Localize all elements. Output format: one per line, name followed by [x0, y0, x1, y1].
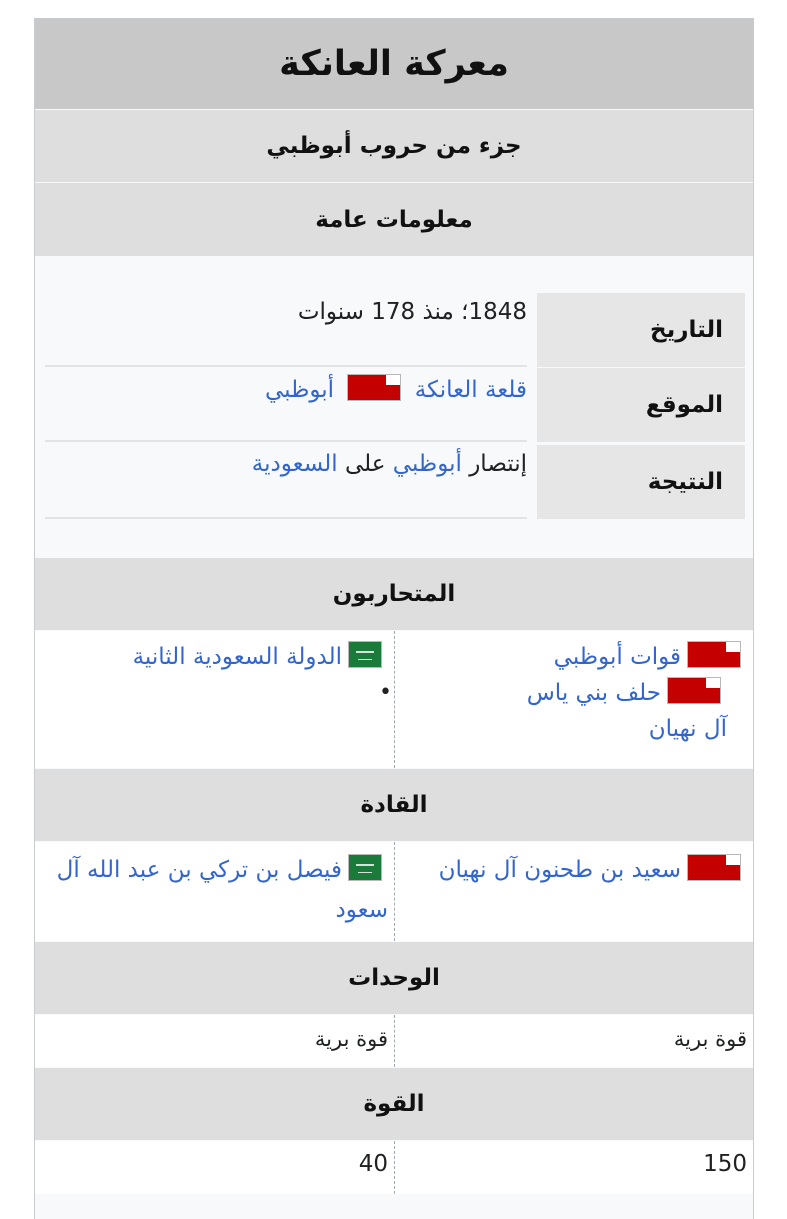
abu-dhabi-flag-icon [347, 374, 401, 401]
side1-sub2-link[interactable]: آل نهيان [648, 716, 727, 742]
result-winner-link[interactable]: أبوظبي [392, 451, 462, 477]
location-link[interactable]: قلعة العانكة [414, 377, 527, 403]
commander1-link[interactable]: سعيد بن طحنون آل نهيان [438, 857, 681, 883]
general-info-section [35, 256, 753, 557]
location-country-link[interactable]: أبوظبي [264, 377, 335, 403]
part-of-header: جزء من حروب أبوظبي [35, 109, 753, 182]
result-middle: على [337, 451, 393, 477]
saudi-flag-icon [348, 641, 382, 668]
result-prefix: إنتصار [461, 451, 527, 477]
commanders-row [35, 841, 753, 941]
abu-dhabi-flag-icon [687, 854, 741, 881]
side1-sub-link[interactable]: حلف بني ياس [526, 680, 661, 706]
abu-dhabi-flag-icon [667, 677, 721, 704]
result-loser-link[interactable]: السعودية [251, 451, 338, 477]
result-row [45, 445, 745, 519]
location-row [45, 368, 745, 442]
side1-main-link[interactable]: قوات أبوظبي [553, 644, 681, 670]
location-value [45, 368, 527, 442]
result-label: النتيجة [537, 445, 745, 519]
units-header: الوحدات [35, 941, 753, 1014]
side2-main-link[interactable]: الدولة السعودية الثانية [132, 644, 342, 670]
belligerents-side2 [35, 631, 394, 768]
abu-dhabi-flag-icon [687, 641, 741, 668]
date-value: 1848؛ منذ 178 سنوات [45, 293, 527, 367]
result-value [45, 445, 527, 519]
belligerents-row [35, 630, 753, 768]
commanders-side1 [394, 842, 753, 941]
date-row [45, 293, 745, 367]
general-info-header: معلومات عامة [35, 182, 753, 256]
date-label: التاريخ [537, 293, 745, 367]
strength-side1: 150 [394, 1141, 753, 1194]
commanders-header: القادة [35, 768, 753, 841]
belligerents-header: المتحاربون [35, 557, 753, 630]
infobox-title: معركة العانكة [35, 19, 753, 109]
commanders-side2 [35, 842, 394, 941]
strength-side2: 40 [358, 1151, 388, 1177]
units-side1: قوة برية [394, 1015, 753, 1067]
location-label: الموقع [537, 368, 745, 442]
units-row [35, 1014, 753, 1067]
strength-header: القوة [35, 1067, 753, 1140]
commander2-link[interactable]: فيصل بن تركي بن عبد الله آل سعود [56, 857, 388, 923]
strength-row [35, 1140, 753, 1194]
bullet-icon: • [379, 680, 392, 705]
units-side2: قوة برية [314, 1027, 388, 1051]
belligerents-side1 [379, 631, 753, 768]
saudi-flag-icon [348, 854, 382, 881]
infobox [34, 18, 754, 1219]
